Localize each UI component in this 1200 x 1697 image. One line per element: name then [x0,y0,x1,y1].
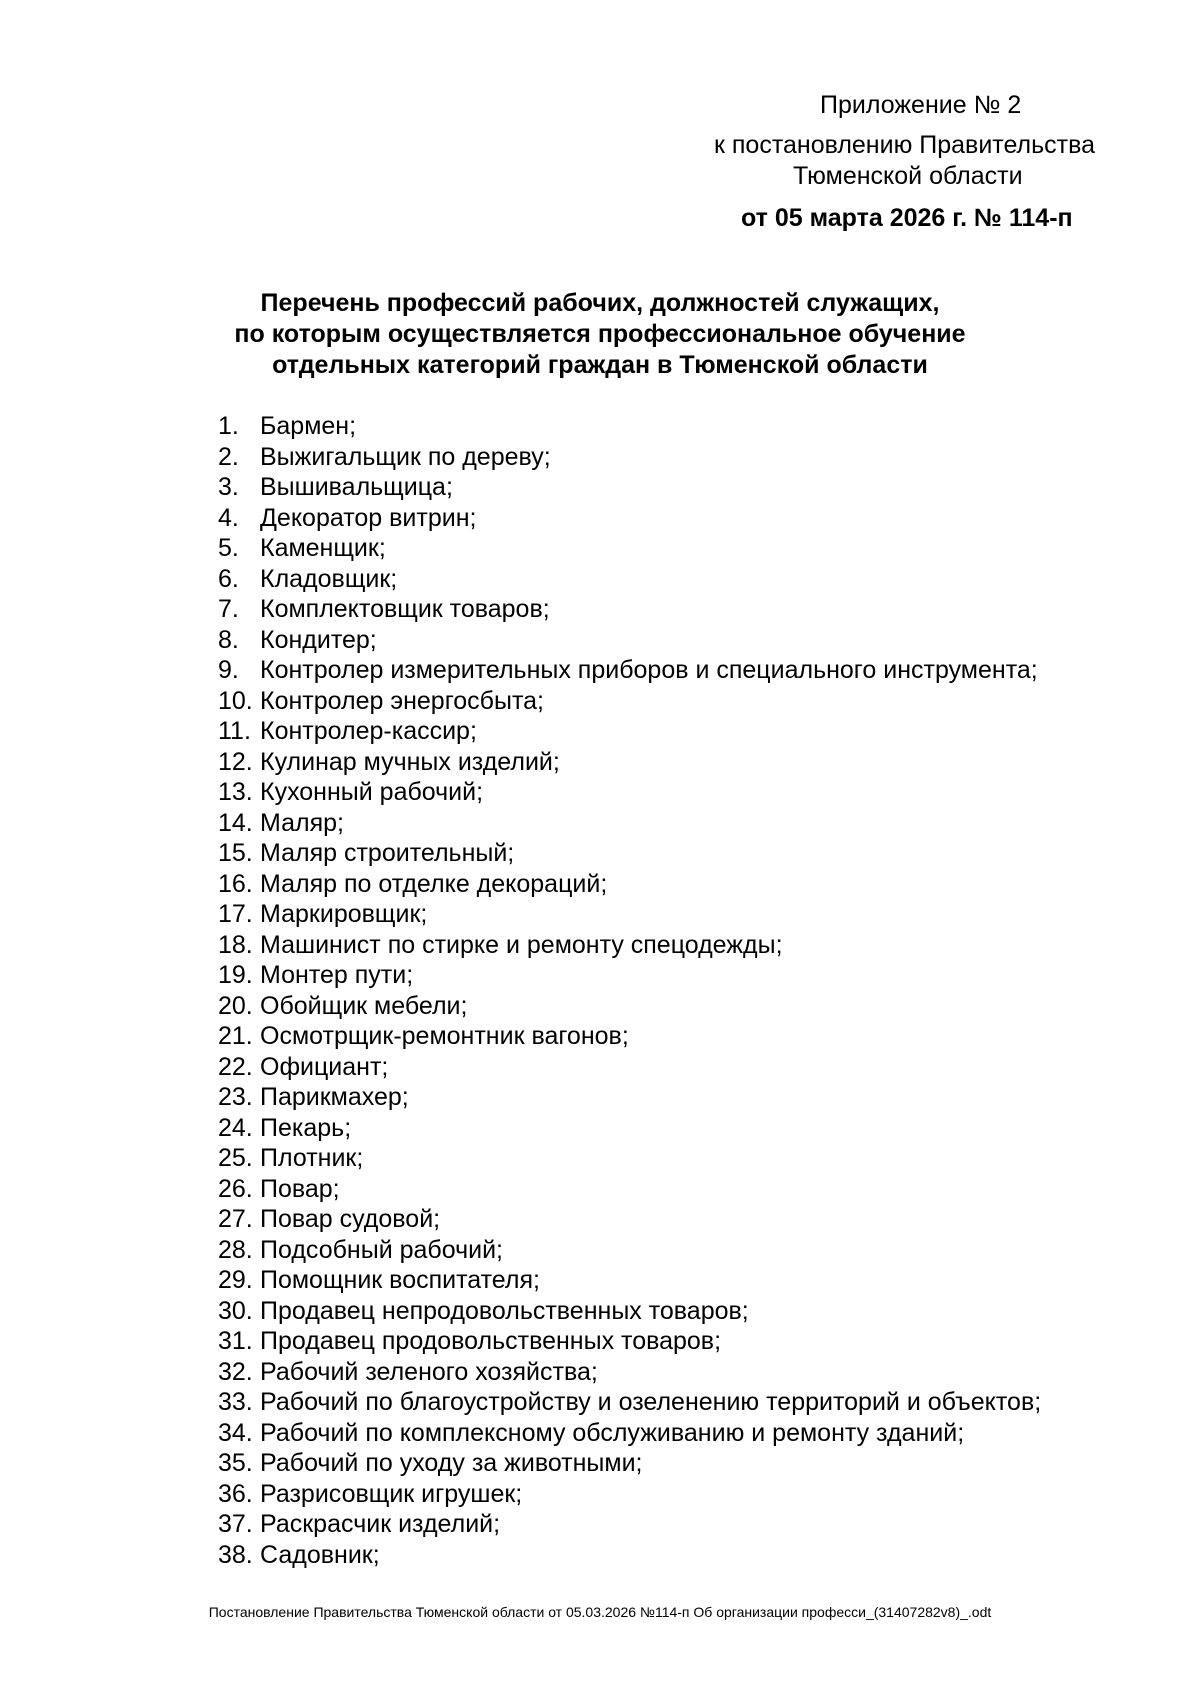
list-item-number: 12. [218,747,253,776]
list-item-number: 14. [218,808,253,837]
list-item-text: Контролер энергосбыта; [260,686,544,715]
list-item [218,1326,1041,1357]
list-item-number: 33. [218,1388,253,1416]
list-item [218,1296,1041,1327]
list-item-number: 15. [218,839,253,867]
list-item [218,716,1041,747]
list-item-text: Продавец непродовольственных товаров; [260,1296,749,1325]
list-item [218,899,1041,930]
list-item [218,686,1041,717]
list-item-text: Каменщик; [260,534,386,562]
list-item-text: Рабочий по комплексному обслуживанию и ремонту зданий; [260,1418,965,1447]
list-item-number: 29. [218,1266,253,1294]
list-item-number: 22. [218,1052,253,1081]
list-item-number: 10. [218,686,253,715]
list-item [218,1113,1041,1144]
list-item-number: 24. [218,1113,253,1142]
list-item-text: Маркировщик; [260,900,428,928]
list-item [218,594,1041,625]
list-item [218,472,1041,503]
list-item-number: 32. [218,1357,253,1386]
list-item-text: Кондитер; [260,625,377,654]
list-item-number: 19. [218,961,253,989]
list-item-number: 9. [218,656,239,684]
professions-list [218,411,1041,1570]
list-item-number: 16. [218,869,253,898]
list-item-number: 37. [218,1510,253,1538]
list-item [218,808,1041,839]
list-item [218,655,1041,686]
list-item-text: Монтер пути; [260,961,414,989]
list-item [218,1418,1041,1449]
list-item-number: 38. [218,1540,253,1569]
list-item-text: Бармен; [260,412,357,440]
title-line-3: отдельных категорий граждан в Тюменской области [272,351,928,379]
list-item-number: 17. [218,900,253,928]
list-item-number: 21. [218,1022,253,1050]
list-item [218,564,1041,595]
list-item-number: 7. [218,595,239,623]
document-footer: Постановление Правительства Тюменской области от 05.03.2026 №114-п Об организации професси_(31407282v8)_.odt [208,1604,992,1620]
list-item [218,1082,1041,1113]
appendix-number: Приложение № 2 [820,91,1022,119]
list-item-text: Комплектовщик товаров; [260,595,550,623]
list-item-number: 18. [218,930,253,959]
list-item-text: Контролер-кассир; [260,717,477,745]
list-item-text: Обойщик мебели; [260,991,468,1020]
list-item [218,1540,1041,1571]
list-item [218,1021,1041,1052]
list-item [218,930,1041,961]
list-item [218,1387,1041,1418]
list-item [218,411,1041,442]
list-item-number: 27. [218,1205,253,1233]
list-item-number: 6. [218,564,239,593]
document-title [100,288,1100,381]
list-item-text: Парикмахер; [260,1083,409,1111]
list-item [218,960,1041,991]
list-item-number: 31. [218,1327,253,1355]
list-item-text: Контролер измерительных приборов и специального инструмента; [260,656,1038,684]
list-item-text: Кухонный рабочий; [260,778,484,806]
list-item-number: 23. [218,1083,253,1111]
list-item-number: 4. [218,503,239,532]
list-item-text: Пекарь; [260,1113,352,1142]
list-item [218,1204,1041,1235]
region-name: Тюменской области [793,162,1023,190]
list-item-number: 8. [218,625,239,654]
list-item-text: Садовник; [260,1540,380,1569]
list-item-text: Декоратор витрин; [260,503,477,532]
list-item-text: Повар; [260,1174,340,1203]
list-item-text: Помощник воспитателя; [260,1266,540,1294]
list-item-text: Рабочий по уходу за животными; [260,1449,643,1477]
list-item [218,838,1041,869]
list-item-number: 35. [218,1449,253,1477]
list-item-text: Кладовщик; [260,564,398,593]
list-item-text: Официант; [260,1052,389,1081]
list-item-number: 25. [218,1144,253,1172]
list-item-text: Раскрасчик изделий; [260,1510,501,1538]
list-item-text: Повар судовой; [260,1205,441,1233]
list-item [218,777,1041,808]
list-item-number: 5. [218,534,239,562]
list-item-number: 13. [218,778,253,806]
list-item [218,1357,1041,1388]
list-item-number: 36. [218,1479,253,1508]
resolution-reference: к постановлению Правительства [714,131,1096,159]
list-item [218,1143,1041,1174]
list-item-text: Рабочий по благоустройству и озеленению территорий и объектов; [260,1388,1042,1416]
list-item [218,1235,1041,1266]
list-item-text: Кулинар мучных изделий; [260,747,560,776]
list-item [218,991,1041,1022]
list-item-number: 34. [218,1418,253,1447]
list-item-number: 30. [218,1296,253,1325]
list-item-text: Подсобный рабочий; [260,1235,503,1264]
list-item [218,1174,1041,1205]
list-item-number: 26. [218,1174,253,1203]
list-item-text: Маляр; [260,808,344,837]
list-item [218,442,1041,473]
list-item-text: Маляр по отделке декораций; [260,869,608,898]
list-item-number: 1. [218,412,239,440]
list-item [218,869,1041,900]
list-item-text: Осмотрщик-ремонтник вагонов; [260,1022,629,1050]
list-item-text: Плотник; [260,1144,364,1172]
list-item [218,1448,1041,1479]
list-item [218,625,1041,656]
list-item-text: Маляр строительный; [260,839,515,867]
list-item [218,1509,1041,1540]
list-item-text: Вышивальщица; [260,473,453,501]
list-item-number: 11. [218,717,251,745]
list-item-text: Рабочий зеленого хозяйства; [260,1357,598,1386]
list-item [218,1052,1041,1083]
list-item-text: Выжигальщик по дереву; [260,442,551,471]
list-item-number: 20. [218,991,253,1020]
list-item-text: Продавец продовольственных товаров; [260,1327,722,1355]
list-item [218,503,1041,534]
list-item-number: 28. [218,1235,253,1264]
list-item-text: Машинист по стирке и ремонту спецодежды; [260,930,783,959]
list-item [218,533,1041,564]
resolution-date-number: от 05 марта 2026 г. № 114-п [741,204,1073,232]
list-item [218,747,1041,778]
list-item [218,1479,1041,1510]
title-line-2: по которым осуществляется профессиональное обучение [234,320,966,348]
list-item-text: Разрисовщик игрушек; [260,1479,523,1508]
list-item-number: 3. [218,473,239,501]
title-line-1: Перечень профессий рабочих, должностей служащих, [260,289,940,317]
list-item-number: 2. [218,442,239,471]
list-item [218,1265,1041,1296]
